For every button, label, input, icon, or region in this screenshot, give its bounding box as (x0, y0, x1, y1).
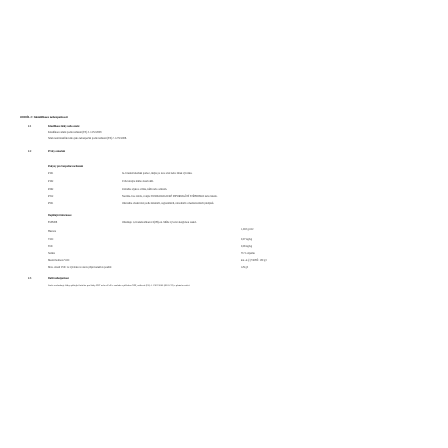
property-value: 35 % objemu (241, 252, 255, 255)
p-text: Zabraňte styku s očima, kůží nebo oděvem. (122, 188, 168, 191)
section-2-1-text: Směs není klasifikována jako nebezpečná podle nařízení (ES) č. 1272/2008. (48, 137, 127, 140)
property-label: Sušina (48, 252, 55, 255)
euh-code: EUH208 (48, 221, 58, 224)
p-text: Je-li nutná lékařská pomoc, mějte po ruce obal nebo štítek výrobku. (122, 172, 193, 175)
euh-text: Obsahuje 1,2-benzisothiazol-3(2H)-on. Může vyvolat alergickou reakci. (122, 221, 197, 224)
section-2-1-subtitle: Klasifikace směsi podle nařízení (ES) č. 1272/2008 (48, 131, 102, 134)
property-label: TOC (48, 245, 54, 248)
section-2-2-title: Prvky označení (48, 150, 66, 153)
precautionary-title: Pokyny pro bezpečné zacházení (48, 165, 84, 168)
property-label: VOC (48, 238, 54, 241)
property-label: Max. obsah VOC ve výrobku ve stavu připraveném k použití (48, 266, 112, 269)
section-2-2-number: 2.2 (28, 150, 32, 153)
property-label: Hustota (48, 230, 57, 233)
section-heading: ODDÍL 2: Identifikace nebezpečnosti (20, 115, 68, 119)
property-value: 0,07 kg/kg (241, 238, 253, 241)
section-2-3-title: Další nebezpečnost (48, 277, 69, 280)
property-value: 129 g/l (241, 266, 249, 269)
supplementary-title: Doplňující informace (48, 214, 72, 217)
section-2-1-title: Klasifikace látky nebo směsi (48, 125, 80, 128)
section-2-3-number: 2.3 (28, 277, 32, 280)
property-value: 0,06 kg/kg (241, 245, 253, 248)
p-code: P501 (48, 202, 54, 205)
p-text: Odstraňte obsah/obal podle místních, regionálních, národních a mezinárodních předpisů. (122, 202, 214, 205)
p-code: P102 (48, 180, 54, 183)
property-label: Mezní hodnota VOC (48, 259, 70, 262)
p-code: P312 (48, 195, 54, 198)
section-2-3-text: Směs neobsahuje látky splňující kritéria pro látky PBT nebo vPvB v souladu s přílohou XIII, nařízení (ES) č. 1907/2006 (REACH) v platném znění. (48, 284, 190, 287)
p-code: P262 (48, 188, 54, 191)
p-text: Necítíte-li se dobře, volejte TOXIKOLOGICKÉ INFORMAČNÍ STŘEDISKO nebo lékaře. (122, 195, 218, 198)
section-2-1-number: 2.1 (28, 125, 32, 128)
p-code: P101 (48, 172, 54, 175)
p-text: Uchovávejte mimo dosah dětí. (122, 180, 154, 183)
property-value: kat. A (c) VRNŠ: 130 g/l (241, 259, 267, 262)
property-value: 1,018 g/cm³ (241, 228, 254, 231)
